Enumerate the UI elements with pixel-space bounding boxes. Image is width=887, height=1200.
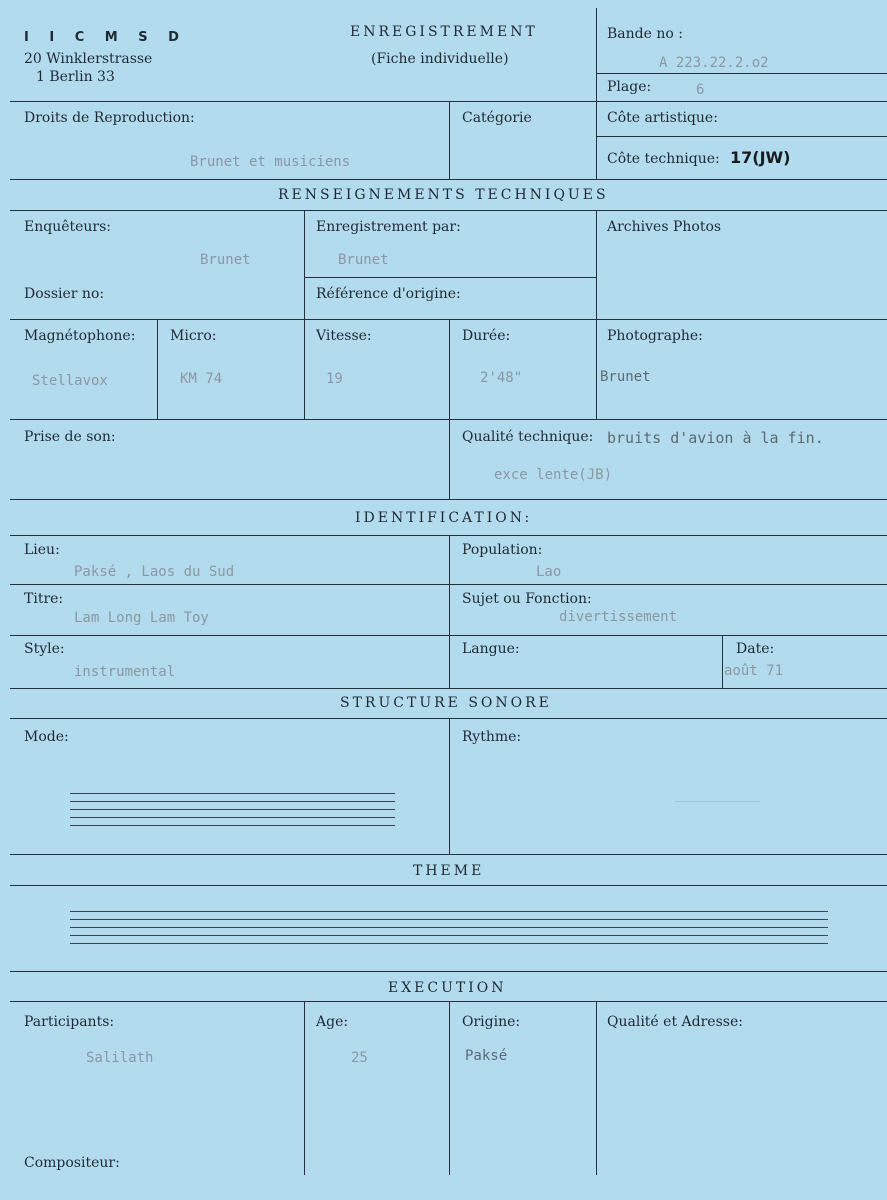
style-value: instrumental [74, 664, 176, 680]
qualite-technique-label: Qualité technique: [462, 429, 594, 445]
vitesse-value: 19 [326, 371, 343, 387]
org-name: I I C M S D [24, 30, 187, 45]
magnetophone-label: Magnétophone: [24, 328, 136, 344]
dossier-label: Dossier no: [24, 286, 105, 302]
photographe-label: Photographe: [607, 328, 703, 344]
bande-label: Bande no : [607, 26, 683, 42]
age-value: 25 [351, 1050, 368, 1066]
rule-duree-left [449, 319, 450, 419]
origine-label: Origine: [462, 1014, 521, 1030]
plage-value: 6 [696, 82, 705, 98]
rule-rythme-left [449, 718, 450, 854]
rule-structure-top [10, 688, 887, 689]
participants-label: Participants: [24, 1014, 115, 1030]
prise-de-son-label: Prise de son: [24, 429, 116, 445]
address-line-1: 20 Winklerstrasse [24, 51, 153, 67]
cote-technique-value: 17(JW) [730, 148, 791, 167]
form-title: ENREGISTREMENT [350, 24, 538, 40]
enqueteurs-value: Brunet [200, 252, 251, 268]
rule-enregistrement-left [304, 210, 305, 319]
photographe-value: Brunet [600, 369, 651, 385]
lieu-value: Paksé , Laos du Sud [74, 564, 235, 580]
rule-identification-top [10, 499, 887, 500]
population-label: Population: [462, 542, 543, 558]
rule-theme-top [10, 854, 887, 855]
archives-label: Archives Photos [607, 219, 722, 235]
style-label: Style: [24, 641, 65, 657]
langue-label: Langue: [462, 641, 520, 657]
rule-origine-left [449, 1001, 450, 1175]
technical-section-title: RENSEIGNEMENTS TECHNIQUES [278, 187, 609, 203]
rule-theme-title-bottom [10, 885, 887, 886]
date-value: août 71 [724, 663, 784, 679]
magnetophone-value: Stellavox [32, 373, 108, 389]
vitesse-label: Vitesse: [316, 328, 372, 344]
cote-artistique-label: Côte artistique: [607, 110, 718, 126]
rule-technical-title-bottom [10, 210, 887, 211]
duree-value: 2'48" [480, 370, 523, 386]
origine-value: Paksé [465, 1048, 508, 1064]
date-label: Date: [736, 641, 775, 657]
rule-date-left [722, 635, 723, 688]
titre-label: Titre: [24, 591, 64, 607]
rule-adresse-left [596, 1001, 597, 1175]
rule-bande-left [596, 8, 597, 101]
lieu-label: Lieu: [24, 542, 60, 558]
mode-label: Mode: [24, 729, 69, 745]
rule-photographe-left [596, 319, 597, 419]
population-value: Lao [536, 564, 562, 580]
rule-qualite-left [449, 419, 450, 499]
enregistrement-value: Brunet [338, 252, 389, 268]
micro-value: KM 74 [180, 371, 223, 387]
rythme-label: Rythme: [462, 729, 522, 745]
structure-section-title: STRUCTURE SONORE [340, 695, 552, 711]
sujet-value: divertissement [559, 609, 678, 625]
micro-label: Micro: [170, 328, 217, 344]
droits-label: Droits de Reproduction: [24, 110, 195, 126]
rythme-faint-line [675, 801, 760, 802]
rule-vitesse-left [304, 319, 305, 419]
form-subtitle: (Fiche individuelle) [371, 51, 509, 67]
duree-label: Durée: [462, 328, 511, 344]
qualite-technique-value: exce lente(JB) [494, 467, 613, 483]
enqueteurs-label: Enquêteurs: [24, 219, 112, 235]
reference-label: Référence d'origine: [316, 286, 461, 302]
identification-section-title: IDENTIFICATION: [355, 510, 533, 526]
rule-execution-top [10, 971, 887, 972]
rule-age-left [304, 1001, 305, 1175]
rule-categorie-right [596, 101, 597, 179]
participants-value: Salilath [86, 1050, 154, 1066]
bande-value: A 223.22.2.o2 [659, 55, 769, 71]
cote-technique-label: Côte technique: [607, 151, 720, 167]
categorie-label: Catégorie [462, 110, 532, 126]
rule-reference-top [304, 277, 596, 278]
rule-cote-split [596, 136, 887, 137]
droits-value: Brunet et musiciens [190, 154, 351, 170]
qualite-technique-note: bruits d'avion à la fin. [607, 429, 824, 447]
enregistrement-label: Enregistrement par: [316, 219, 461, 235]
age-label: Age: [316, 1014, 349, 1030]
qualite-adresse-label: Qualité et Adresse: [607, 1014, 743, 1030]
rule-categorie-left [449, 101, 450, 179]
rule-identification-col [449, 535, 450, 688]
execution-section-title: EXECUTION [388, 980, 507, 996]
rule-rights-bottom [10, 179, 887, 180]
rule-micro-left [157, 319, 158, 419]
rule-archives-left [596, 210, 597, 319]
sujet-label: Sujet ou Fonction: [462, 591, 592, 607]
theme-section-title: THEME [413, 863, 485, 879]
rule-bande-value [596, 73, 887, 74]
plage-label: Plage: [607, 79, 652, 95]
address-line-2: 1 Berlin 33 [36, 69, 115, 85]
compositeur-label: Compositeur: [24, 1155, 120, 1171]
titre-value: Lam Long Lam Toy [74, 610, 209, 626]
